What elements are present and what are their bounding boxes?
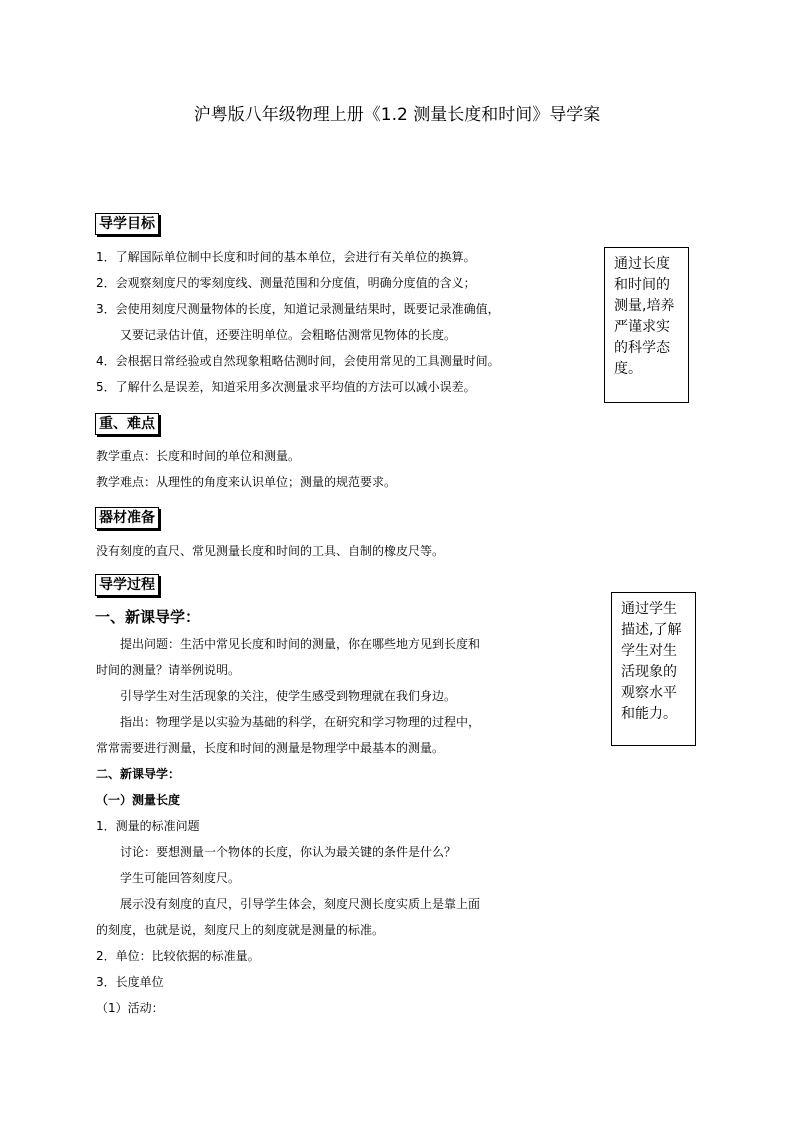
process-line: 常常需要进行测量，长度和时间的测量是物理学中最基本的测量。 xyxy=(96,741,445,755)
section-heading-goals: 导学目标 xyxy=(95,213,159,235)
section-heading-materials: 器材准备 xyxy=(95,507,159,529)
goal-line: 3．会使用刻度尺测量物体的长度，知道记录测量结果时，既要记录准确值， xyxy=(96,302,500,316)
process-line: 时间的测量？请举例说明。 xyxy=(96,663,241,677)
key-point-line: 教学重点：长度和时间的单位和测量。 xyxy=(96,449,301,463)
goal-line: 5．了解什么是误差，知道采用多次测量求平均值的方法可以减小误差。 xyxy=(96,380,476,394)
side-note-2 xyxy=(611,592,696,746)
side-note-line: 观察水平 xyxy=(621,685,677,701)
process-line: 提出问题：生活中常见长度和时间的测量，你在哪些地方见到长度和 xyxy=(96,637,481,651)
process-line: 引导学生对生活现象的关注，使学生感受到物理就在我们身边。 xyxy=(96,689,457,703)
side-note-line: 学生对生 xyxy=(621,643,677,659)
side-note-line: 和时间的 xyxy=(614,277,670,293)
side-note-line: 的科学态 xyxy=(614,340,670,356)
process-line: 学生可能回答刻度尺。 xyxy=(96,871,241,885)
page-title: 沪粤版八年级物理上册《1.2 测量长度和时间》导学案 xyxy=(193,105,601,125)
materials-line: 没有刻度的直尺、常见测量长度和时间的工具、自制的橡皮尺等。 xyxy=(96,544,445,558)
side-note-line: 和能力。 xyxy=(621,706,677,722)
side-note-1 xyxy=(604,247,689,403)
side-note-line: 严谨求实 xyxy=(614,319,670,335)
section-heading-key-points: 重、难点 xyxy=(95,413,159,435)
side-note-line: 描述,了解 xyxy=(621,622,682,638)
side-note-line: 测量,培养 xyxy=(614,298,675,314)
key-point-line: 教学难点：从理性的角度来认识单位；测量的规范要求。 xyxy=(96,475,397,489)
side-note-line: 通过学生 xyxy=(621,601,677,617)
process-line: 2．单位：比较依据的标准量。 xyxy=(96,949,260,963)
goal-line: 1．了解国际单位制中长度和时间的基本单位，会进行有关单位的换算。 xyxy=(96,250,476,264)
process-line: 指出：物理学是以实验为基础的科学，在研究和学习物理的过程中， xyxy=(96,715,481,729)
side-note-line: 活现象的 xyxy=(621,664,677,680)
side-note-line: 度。 xyxy=(614,361,642,377)
process-part2-heading: 二、新课导学： xyxy=(96,767,181,781)
goal-line: 2．会观察刻度尺的零刻度线、测量范围和分度值，明确分度值的含义； xyxy=(96,276,476,290)
process-line: 的刻度，也就是说，刻度尺上的刻度就是测量的标准。 xyxy=(96,923,385,937)
process-line: （1）活动： xyxy=(96,1001,164,1015)
section-heading-process: 导学过程 xyxy=(95,574,159,596)
process-line: 1．测量的标准问题 xyxy=(96,819,200,833)
side-note-line: 通过长度 xyxy=(614,256,670,272)
goal-line: 4．会根据日常经验或自然现象粗略估测时间，会使用常见的工具测量时间。 xyxy=(96,354,500,368)
goal-line: 又要记录估计值，还要注明单位。会粗略估测常见物体的长度。 xyxy=(96,328,457,342)
process-part1-heading: 一、新课导学： xyxy=(95,608,201,626)
process-line: 3．长度单位 xyxy=(96,975,164,989)
process-line: 展示没有刻度的直尺，引导学生体会，刻度尺测长度实质上是靠上面 xyxy=(96,897,481,911)
process-line: 讨论：要想测量一个物体的长度，你认为最关键的条件是什么？ xyxy=(96,845,457,859)
process-sub1-heading: （一）测量长度 xyxy=(96,793,181,807)
